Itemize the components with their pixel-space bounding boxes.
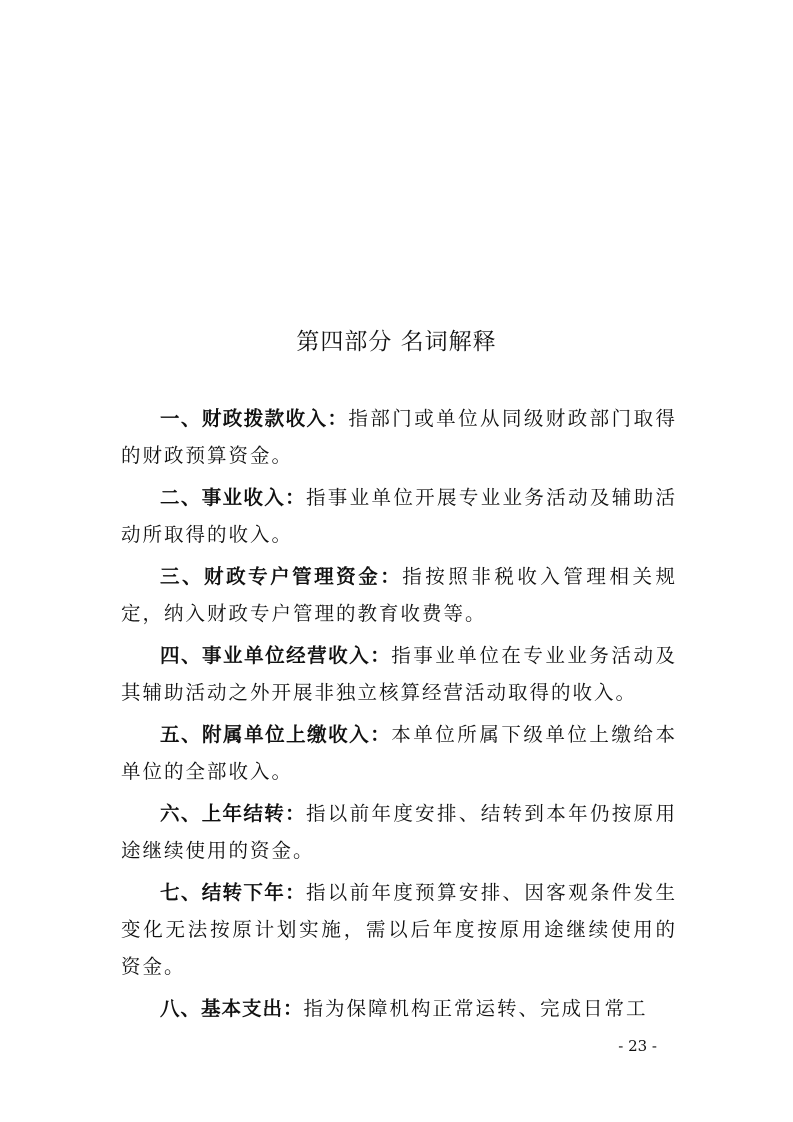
entry-term: 五、附属单位上缴收入： xyxy=(160,723,392,746)
entry-definition: 指以前年度安排、结转到本年仍按原用途继续使用的资金。 xyxy=(121,802,677,862)
entry-term: 三、财政专户管理资金： xyxy=(160,565,403,588)
page-title: 第四部分 名词解释 xyxy=(296,329,497,355)
entry-term: 四、事业单位经营收入： xyxy=(160,644,392,667)
glossary-entry-3 xyxy=(121,558,677,632)
page-number: - 23 - xyxy=(618,1037,657,1055)
entry-definition: 本单位所属下级单位上缴给本单位的全部收入。 xyxy=(121,723,677,783)
glossary-entry-6 xyxy=(121,795,677,869)
entry-term: 二、事业收入： xyxy=(160,486,306,509)
entry-definition: 指按照非税收入管理相关规定，纳入财政专户管理的教育收费等。 xyxy=(121,565,677,625)
glossary-entry-8 xyxy=(121,990,677,1027)
entry-term: 八、基本支出： xyxy=(160,997,304,1020)
entry-definition: 指以前年度预算安排、因客观条件发生变化无法按原计划实施，需以后年度按原用途继续使用的资金。 xyxy=(121,881,677,978)
entry-definition: 指为保障机构正常运转、完成日常工 xyxy=(303,997,648,1020)
glossary-entry-7 xyxy=(121,874,677,985)
entry-term: 一、财政拨款收入： xyxy=(160,407,349,430)
glossary-entry-1 xyxy=(121,400,677,474)
entry-definition: 指事业单位开展专业业务活动及辅助活动所取得的收入。 xyxy=(121,486,677,546)
entry-term: 六、上年结转： xyxy=(160,802,306,825)
glossary-entry-2 xyxy=(121,479,677,553)
entry-term: 七、结转下年： xyxy=(160,881,306,904)
entry-definition: 指事业单位在专业业务活动及其辅助活动之外开展非独立核算经营活动取得的收入。 xyxy=(121,644,677,704)
glossary-entry-4 xyxy=(121,637,677,711)
glossary-body xyxy=(121,400,677,1032)
entry-definition: 指部门或单位从同级财政部门取得的财政预算资金。 xyxy=(121,407,677,467)
glossary-entry-5 xyxy=(121,716,677,790)
